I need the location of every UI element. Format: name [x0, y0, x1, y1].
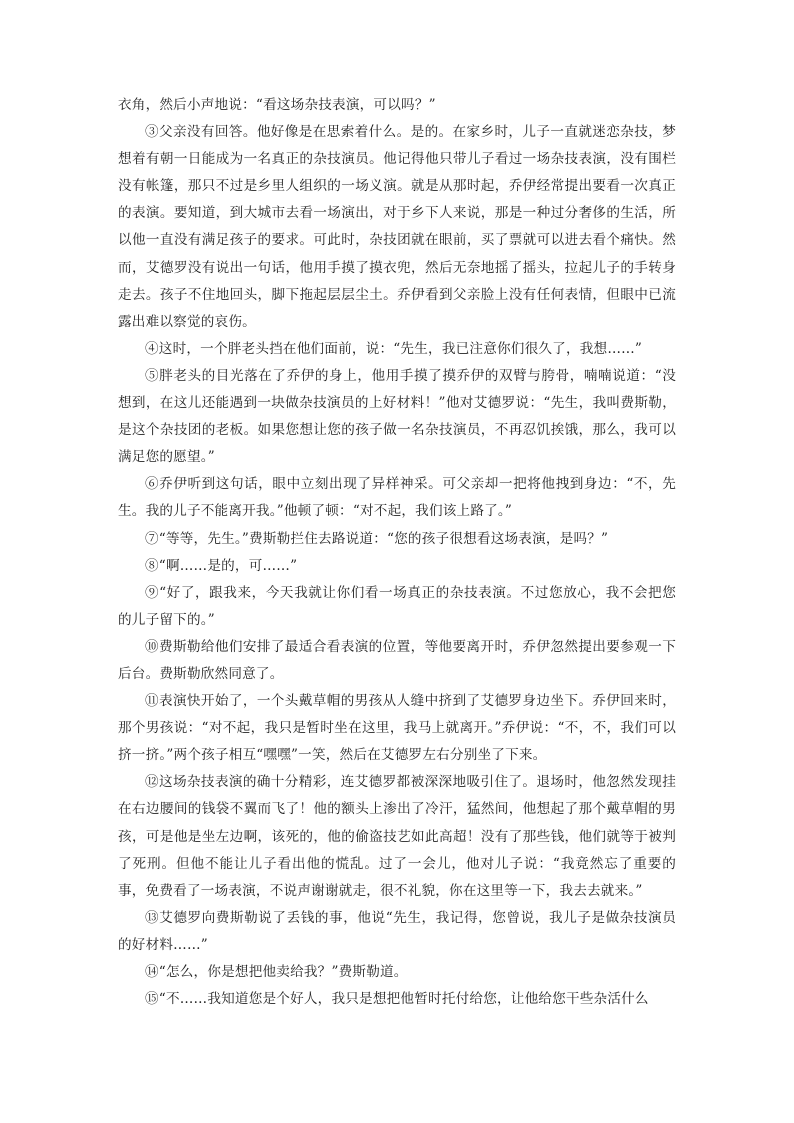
paragraph-11: ⑪表演快开始了，一个头戴草帽的男孩从人缝中挤到了艾德罗身边坐下。乔伊回来时，那个男孩说：“对不起，我只是暂时坐在这里，我马上就离开。”乔伊说：“不，不，我们可以挤一挤。”两个孩子相互“嘿嘿”一笑，然后在艾德罗左右分别坐了下来。 [118, 693, 676, 764]
paragraph-continuation: 衣角，然后小声地说：“看这场杂技表演，可以吗？” [118, 97, 436, 113]
paragraph-10: ⑩费斯勒给他们安排了最适合看表演的位置，等他要离开时，乔伊忽然提出要参观一下后台。费斯勒欣然同意了。 [118, 638, 676, 682]
paragraph-7: ⑦“等等，先生。”费斯勒拦住去路说道：“您的孩子很想看这场表演，是吗？” [145, 530, 609, 547]
paragraph-14: ⑭“怎么，你是想把他卖给我？”费斯勒道。 [145, 964, 408, 980]
paragraph-4: ④这时，一个胖老头挡在他们面前，说：“先生，我已注意你们很久了，我想……” [145, 340, 643, 357]
paragraph-13: ⑬艾德罗向费斯勒说了丢钱的事，他说“先生，我记得，您曾说，我儿子是做杂技演员的好材料……” [118, 909, 676, 953]
paragraph-12: ⑫这场杂技表演的确十分精彩，连艾德罗都被深深地吸引住了。退场时，他忽然发现挂在右边腰间的钱袋不翼而飞了！他的额头上渗出了冷汗，猛然间，他想起了那个戴草帽的男孩，可是他是坐左边啊，该死的，他的偷盗技艺如此高超！没有了那些钱，他们就等于被判了死刑。但他不能让儿子看出他的慌乱。过了一会儿，他对儿子说：“我竟然忘了重要的事，免费看了一场表演，不说声谢谢就走，很不礼貌，你在这里等一下，我去去就来。” [118, 774, 676, 899]
paragraph-8: ⑧“啊……是的，可……” [145, 557, 298, 574]
paragraph-3: ③父亲没有回答。他好像是在思索着什么。是的。在家乡时，儿子一直就迷恋杂技，梦想着有朝一日能成为一名真正的杂技演员。他记得他只带儿子看过一场杂技表演，没有围栏没有帐篷，那只不过是乡里人组织的一场义演。就是从那时起，乔伊经常提出要看一次真正的表演。要知道，到大城市去看一场演出，对于乡下人来说，那是一种过分奢侈的生活，所以他一直没有满足孩子的要求。可此时，杂技团就在眼前，买了票就可以进去看个痛快。然而，艾德罗没有说出一句话，他用手摸了摸衣兜，然后无奈地摇了摇头，拉起儿子的手转身走去。孩子不住地回头，脚下拖起层层尘土。乔伊看到父亲脸上没有任何表情，但眼中已流露出难以察觉的哀伤。 [118, 124, 676, 330]
paragraph-9: ⑨“好了，跟我来，今天我就让你们看一场真正的杂技表演。不过您放心，我不会把您的儿子留下的。” [118, 584, 676, 628]
paragraph-6: ⑥乔伊听到这句话，眼中立刻出现了异样神采。可父亲却一把将他拽到身边：“不，先生。我的儿子不能离开我。”他顿了顿：“对不起，我们该上路了。” [118, 476, 676, 520]
paragraph-5: ⑤胖老头的目光落在了乔伊的身上，他用手摸了摸乔伊的双臂与胯骨，喃喃说道：“没想到，在这儿还能遇到一块做杂技演员的上好材料！”他对艾德罗说：“先生，我叫费斯勒，是这个杂技团的老板。如果您想让您的孩子做一名杂技演员，不再忍饥挨饿，那么，我可以满足您的愿望。” [118, 367, 676, 466]
paragraph-15: ⑮“不……我知道您是个好人，我只是想把他暂时托付给您，让他给您干些杂活什么 [145, 991, 649, 1008]
